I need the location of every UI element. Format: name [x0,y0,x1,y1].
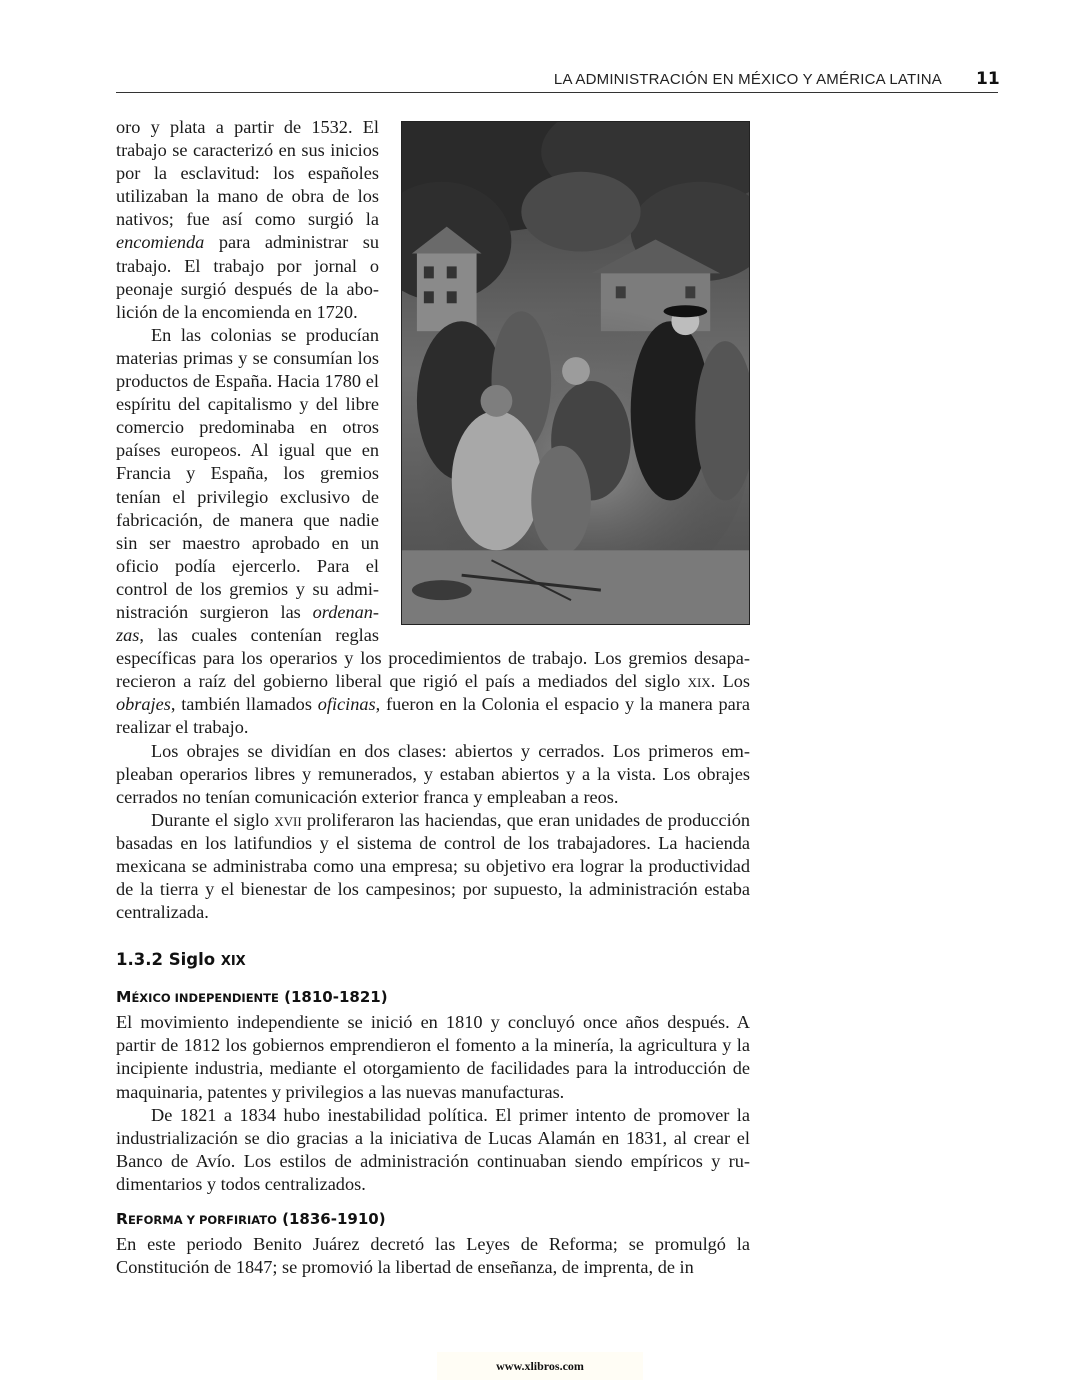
paragraph-reforma-1: En este periodo Benito Juárez decretó las Leyes de Reforma; se promulgó la Constitución de 1847; se promovió la libertad de enseñanza, de imprenta, de in [116,1234,750,1278]
engraving-illustration [401,121,750,625]
paragraph-intro-2: En las colonias se producían materias primas y se consumían los productos de España. Hacia 1780 el espíritu del capitalismo y del libre comercio predominaba en otros países europeos. Al igual que en Francia y España, los gremios tenían el privilegio exclusivo de fabricación, de manera que nadie sin ser maestro aprobado en un oficio podía ejercerlo. Para el control de los gremios y su administración surgieron las ordenanzas, las cuales contenían reglas específicas para los operarios y los procedimientos de trabajo. Los gremios desaparecieron a raíz del gobierno liberal que rigió el país a mediados del siglo xix. Los obrajes, también llamados oficinas, fueron en la Colonia el espacio y la manera para realizar el trabajo. [116,324,751,738]
section-title-siglo-xix: 1.3.2 Siglo XIX [116,950,246,970]
paragraph-independiente-2: De 1821 a 1834 hubo inestabilidad política. El primer intento de promover la industrialización se dio gracias a la iniciativa de Lucas Alamán en 1831, al crear el Banco de Avío. Los estilos de administración continuaban siendo empíricos y rudimentarios y todos centralizados. [116,1104,750,1194]
header-rule [116,92,998,93]
subhead-mexico-independiente: MÉXICO INDEPENDIENTE (1810-1821) [116,988,388,1007]
page-number: 11 [976,69,1000,89]
paragraph-intro-4: Durante el siglo xvii proliferaron las haciendas, que eran unidades de producción basadas en los latifundios y el sistema de control de los trabajadores. La hacienda mexicana se administraba como una empresa; su objetivo era lograr la productividad de la tierra y el bienestar de los campesinos; por supuesto, la administración estaba centralizada. [116,809,750,923]
running-head: LA ADMINISTRACIÓN EN MÉXICO Y AMÉRICA LATINA [553,71,942,88]
paragraph-independiente-1: El movimiento independiente se inició en 1810 y concluyó once años después. A partir de 1812 los gobiernos emprendieron el fomento a la minería, la agricultura y la incipiente industria, mediante el otorgamiento de facilidades para la introducción de maquinaria, patentes y privilegios a las nuevas manufacturas. [116,1012,750,1102]
paragraph-intro-3: Los obrajes se dividían en dos clases: abiertos y cerrados. Los primeros empleaban operarios libres y remunerados, y estaban abiertos y a la vista. Los obrajes cerrados no tenían comunicación exterior franca y empleaban a reos. [116,740,750,807]
subhead-reforma-porfiriato: REFORMA Y PORFIRIATO (1836-1910) [116,1210,386,1229]
body-text [116,116,750,1279]
paragraph-intro-1: oro y plata a partir de 1532. El trabajo se caracterizó en sus inicios por la esclavitud: los españoles utilizaban la mano de obra de los nativos; fue así como surgió la encomienda para administrar su trabajo. El trabajo por jornal o peonaje surgió después de la abolición de la encomienda en 1720. [116,117,379,322]
footer-url: www.xlibros.com [437,1352,643,1380]
engraving-illustration-icon [402,122,749,624]
